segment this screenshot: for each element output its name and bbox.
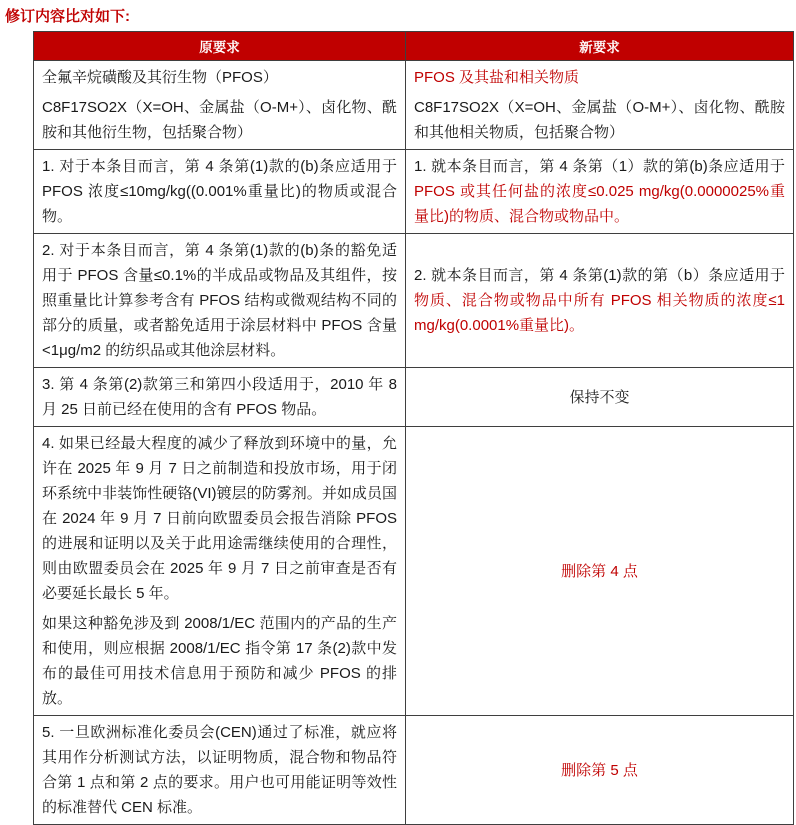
text-segment: 1. 对于本条目而言，第 4 条第(1)款的(b)条应适用于 PFOS 浓度≤10mg/kg((0.001%重量比)的物质或混合物。 bbox=[42, 158, 397, 225]
paragraph bbox=[42, 95, 397, 145]
table-header-row bbox=[34, 32, 794, 61]
cell-point-3-new bbox=[406, 368, 794, 427]
table-row-point-4 bbox=[34, 427, 794, 716]
text-segment: 全氟辛烷磺酸及其衍生物（PFOS） bbox=[42, 69, 278, 86]
paragraph bbox=[42, 611, 397, 711]
paragraph bbox=[414, 758, 785, 783]
paragraph bbox=[42, 65, 397, 90]
cell-substance-original bbox=[34, 61, 406, 150]
paragraph bbox=[414, 263, 785, 338]
table-row-substance bbox=[34, 61, 794, 150]
paragraph bbox=[414, 559, 785, 584]
paragraph bbox=[42, 431, 397, 606]
text-segment: C8F17SO2X（X=OH、金属盐（O-M+）、卤化物、酰胺和其他衍生物，包括聚合物） bbox=[42, 99, 397, 141]
text-segment: 1. 就本条目而言，第 4 条第（1）款的第(b)条应适用于 bbox=[414, 158, 785, 175]
text-segment: 4. 如果已经最大程度的减少了释放到环境中的量，允许在 2025 年 9 月 7 日之前制造和投放市场，用于闭环系统中非装饰性硬铬(VI)镀层的防雾剂。并如成员国在 2024 年 9 月 7 日前向欧盟委员会报告消除 PFOS 的进展和证明以及关于此用途需继续使用的合理性，则由欧盟委员会在 2025 年 9 月 7 日之前审查是否有必要延长最长 5 年。 bbox=[42, 435, 397, 602]
column-header-original: 原要求 bbox=[34, 32, 406, 61]
text-segment: 2. 对于本条目而言，第 4 条第(1)款的(b)条的豁免适用于 PFOS 含量≤0.1%的半成品或物品及其组件，按照重量比计算参考含有 PFOS 结构或微观结构不同的部分的质量，或者豁免适用于涂层材料中 PFOS 含量<1μg/m2 的纺织品或其他涂层材料。 bbox=[42, 242, 397, 359]
column-header-new: 新要求 bbox=[406, 32, 794, 61]
cell-point-4-original bbox=[34, 427, 406, 716]
cell-point-3-original bbox=[34, 368, 406, 427]
paragraph bbox=[414, 65, 785, 90]
table-row-point-2 bbox=[34, 234, 794, 368]
paragraph bbox=[42, 154, 397, 229]
revision-comparison-table bbox=[33, 31, 794, 825]
text-segment: 5. 一旦欧洲标准化委员会(CEN)通过了标准，就应将其用作分析测试方法，以证明物质，混合物和物品符合第 1 点和第 2 点的要求。用户也可用能证明等效性的标准替代 CEN 标准。 bbox=[42, 724, 397, 816]
changed-text-segment: PFOS 或其任何盐的浓度≤0.025 mg/kg(0.0000025%重量比)的物质、混合物或物品中。 bbox=[414, 183, 785, 225]
text-segment: 如果这种豁免涉及到 2008/1/EC 范围内的产品的生产和使用，则应根据 2008/1/EC 指令第 17 条(2)款中发布的最佳可用技术信息用于预防和减少 PFOS 的排放。 bbox=[42, 615, 397, 707]
deleted-note: 删除第 4 点 bbox=[561, 562, 638, 580]
paragraph bbox=[42, 238, 397, 363]
text-segment: 2. 就本条目而言，第 4 条第(1)款的第（b）条应适用于 bbox=[414, 267, 785, 284]
cell-substance-new bbox=[406, 61, 794, 150]
paragraph bbox=[42, 720, 397, 820]
paragraph bbox=[42, 372, 397, 422]
cell-point-5-new bbox=[406, 716, 794, 825]
paragraph bbox=[414, 95, 785, 145]
text-segment: C8F17SO2X（X=OH、金属盐（O-M+）、卤化物、酰胺和其他相关物质，包括聚合物） bbox=[414, 99, 785, 141]
changed-text-segment: 物质、混合物或物品中所有 PFOS 相关物质的浓度≤1 mg/kg(0.0001%重量比)。 bbox=[414, 292, 785, 334]
unchanged-note: 保持不变 bbox=[569, 388, 630, 406]
cell-point-1-original bbox=[34, 150, 406, 234]
page-title: 修订内容比对如下: bbox=[5, 8, 130, 25]
cell-point-4-new bbox=[406, 427, 794, 716]
paragraph bbox=[414, 385, 785, 410]
changed-text-segment: PFOS 及其盐和相关物质 bbox=[414, 69, 580, 86]
table-row-point-5 bbox=[34, 716, 794, 825]
cell-point-2-original bbox=[34, 234, 406, 368]
cell-point-2-new bbox=[406, 234, 794, 368]
text-segment: 3. 第 4 条第(2)款第三和第四小段适用于，2010 年 8 月 25 日前已经在使用的含有 PFOS 物品。 bbox=[42, 376, 397, 418]
deleted-note: 删除第 5 点 bbox=[561, 761, 638, 779]
cell-point-1-new bbox=[406, 150, 794, 234]
cell-point-5-original bbox=[34, 716, 406, 825]
paragraph bbox=[414, 154, 785, 229]
table-row-point-1 bbox=[34, 150, 794, 234]
table-row-point-3 bbox=[34, 368, 794, 427]
